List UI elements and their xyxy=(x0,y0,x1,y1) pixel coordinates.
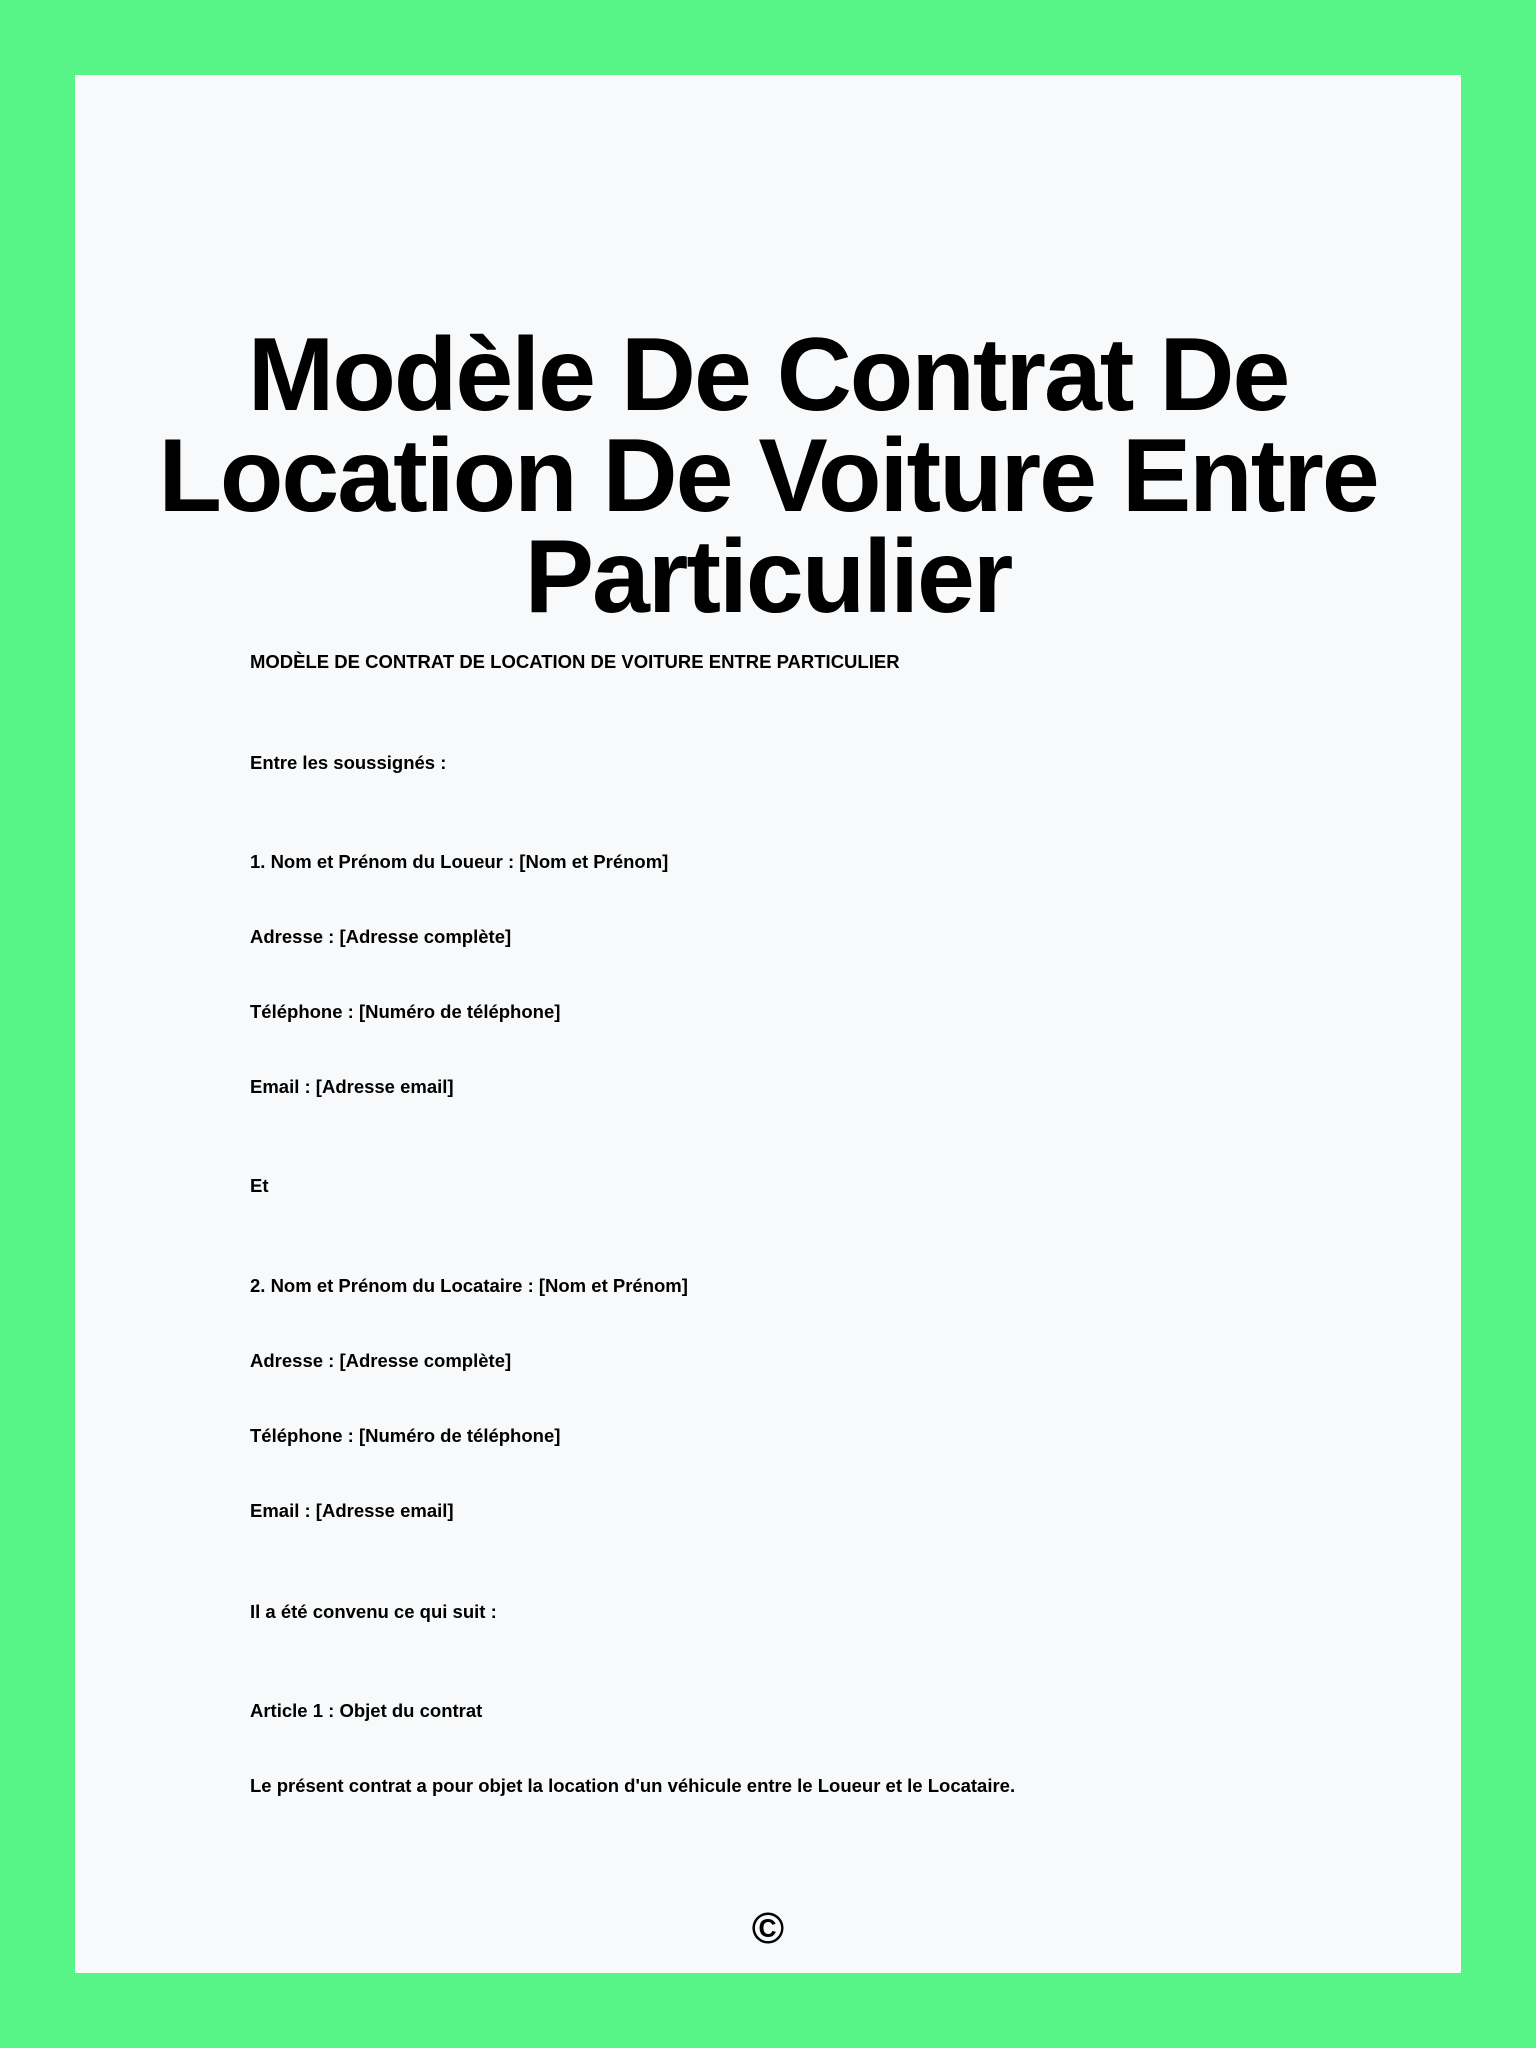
title-line: Location De Voiture Entre xyxy=(158,418,1378,534)
article1-title: Article 1 : Objet du contrat xyxy=(250,1700,483,1721)
loueur-address: Adresse : [Adresse complète] xyxy=(250,926,512,947)
title-line: Particulier xyxy=(524,519,1012,635)
copyright-icon: © xyxy=(751,1904,785,1953)
contract-heading: MODÈLE DE CONTRAT DE LOCATION DE VOITURE ENTRE PARTICULIER xyxy=(250,651,900,672)
intro-text: Entre les soussignés : xyxy=(250,752,447,773)
loueur-phone: Téléphone : [Numéro de téléphone] xyxy=(250,1001,561,1022)
document-page xyxy=(75,75,1461,1973)
document-title xyxy=(75,317,1461,635)
locataire-email: Email : [Adresse email] xyxy=(250,1500,454,1521)
and-text: Et xyxy=(250,1175,269,1196)
loueur-name: 1. Nom et Prénom du Loueur : [Nom et Prénom] xyxy=(250,851,669,872)
title-line: Modèle De Contrat De xyxy=(247,317,1289,433)
locataire-address: Adresse : [Adresse complète] xyxy=(250,1350,512,1371)
locataire-name: 2. Nom et Prénom du Locataire : [Nom et Prénom] xyxy=(250,1275,688,1296)
loueur-email: Email : [Adresse email] xyxy=(250,1076,454,1097)
agreed-text: Il a été convenu ce qui suit : xyxy=(250,1601,497,1622)
article1-text: Le présent contrat a pour objet la location d'un véhicule entre le Loueur et le Locataire. xyxy=(250,1775,1016,1796)
locataire-phone: Téléphone : [Numéro de téléphone] xyxy=(250,1425,561,1446)
